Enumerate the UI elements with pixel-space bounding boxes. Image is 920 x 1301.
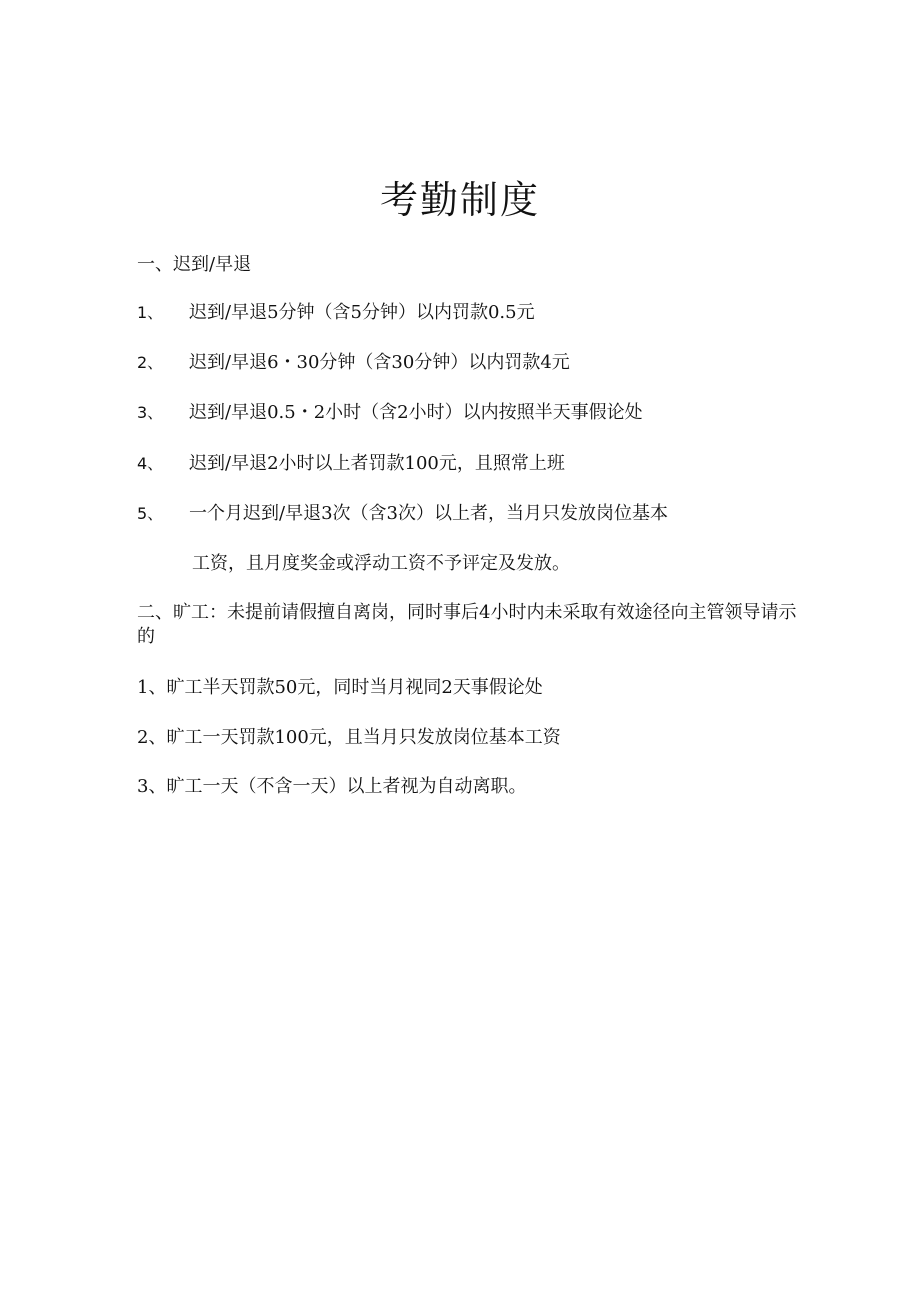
- page-title: 考勤制度: [379, 178, 540, 222]
- list-item-text: 迟到/早退0.5・2小时（含2小时）以内按照半天事假论处: [189, 402, 643, 423]
- list-item-text: 迟到/早退5分钟（含5分钟）以内罚款0.5元: [189, 302, 535, 323]
- list-item-number: 4、: [137, 454, 164, 473]
- list-item: [137, 351, 570, 375]
- section-1-heading: 一、迟到/早退: [137, 254, 252, 275]
- list-item: [137, 502, 668, 526]
- list-item-number: 1、: [137, 303, 164, 322]
- list-item-text: 迟到/早退6・30分钟（含30分钟）以内罚款4元: [189, 352, 570, 373]
- list-item: 2、旷工一天罚款100元，且当月只发放岗位基本工资: [137, 727, 561, 748]
- list-item-text: 一个月迟到/早退3次（含3次）以上者，当月只发放岗位基本: [189, 503, 668, 524]
- section-2-heading: 二、旷工：未提前请假擅自离岗，同时事后4小时内未采取有效途径向主管领导请示的: [137, 602, 797, 647]
- list-item-number: 5、: [137, 504, 164, 523]
- list-item-continuation: 工资，且月度奖金或浮动工资不予评定及发放。: [192, 553, 570, 574]
- list-item: [137, 301, 535, 325]
- list-item: 1、旷工半天罚款50元，同时当月视同2天事假论处: [137, 677, 543, 698]
- list-item: 3、旷工一天（不含一天）以上者视为自动离职。: [137, 776, 527, 797]
- list-item: [137, 452, 565, 476]
- list-item-number: 3、: [137, 403, 164, 422]
- list-item-number: 2、: [137, 353, 164, 372]
- list-item-text: 迟到/早退2小时以上者罚款100元，且照常上班: [189, 453, 565, 474]
- list-item: [137, 401, 643, 425]
